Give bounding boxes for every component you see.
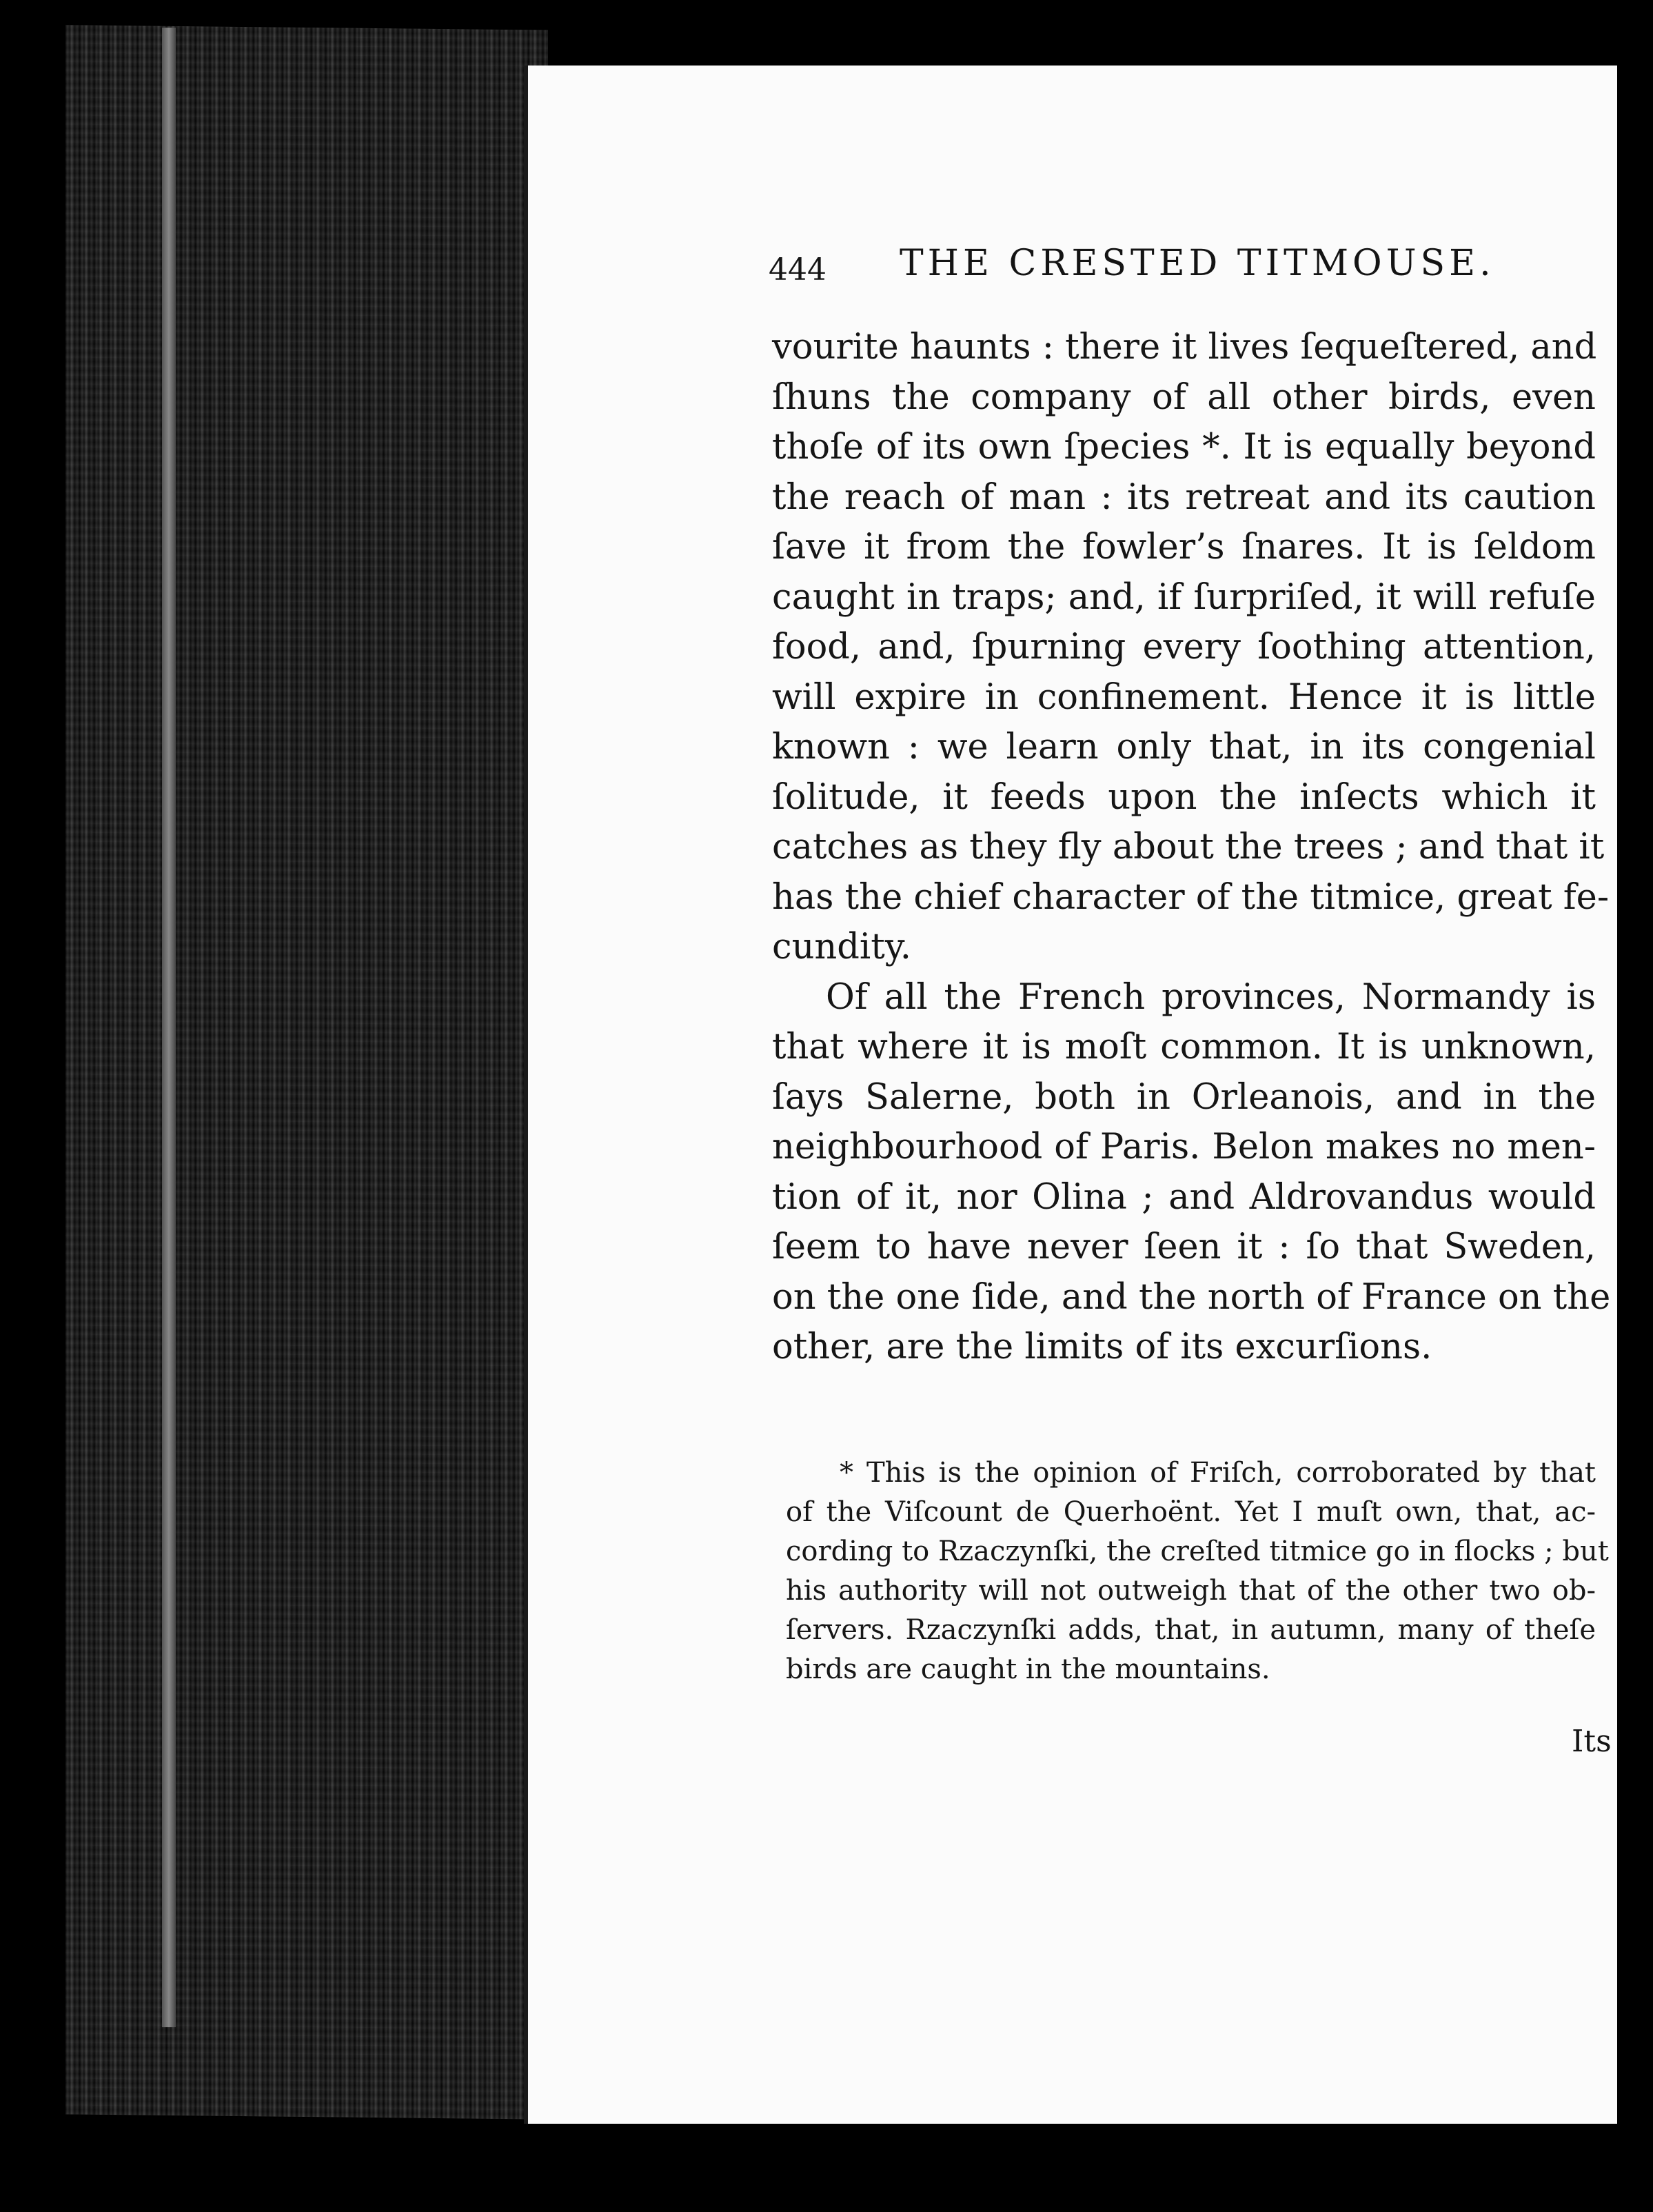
- text-line: the reach of man : its retreat and its caution: [772, 476, 1596, 518]
- text-line: catches as they fly about the trees ; and that it: [772, 827, 1605, 867]
- text-line: Of all the French provinces, Normandy is: [826, 976, 1596, 1018]
- text-line: other, are the limits of its excurſions.: [772, 1327, 1432, 1367]
- text-line: ſave it from the fowler’s ſnares. It is ſeldom: [772, 527, 1596, 567]
- page-edge: [162, 28, 176, 2027]
- footnote-line: * This is the opinion of Friſch, corroborated by that: [840, 1457, 1596, 1489]
- book-page-stack: [65, 25, 548, 2119]
- text-line: cundity.: [772, 927, 911, 967]
- footnote-line: birds are caught in the mountains.: [786, 1653, 1270, 1685]
- text-line: caught in traps; and, if ſurpriſed, it will refuſe: [772, 576, 1596, 618]
- text-line: food, and, ſpurning every ſoothing attention,: [772, 627, 1596, 667]
- running-title: THE CRESTED TITMOUSE.: [900, 243, 1495, 284]
- text-line: ſeem to have never ſeen it : ſo that Sweden,: [772, 1227, 1596, 1267]
- body-text: [772, 323, 1611, 1373]
- running-header: [769, 243, 1517, 298]
- footnote-line: of the Viſcount de Querhoënt. Yet I muſt own, that, ac-: [786, 1496, 1596, 1528]
- text-line: will expire in confinement. Hence it is little: [772, 676, 1596, 718]
- catchword: Its: [1572, 1724, 1612, 1759]
- footnote-line: his authority will not outweigh that of the other two ob-: [786, 1575, 1596, 1607]
- text-line: vourite haunts : there it lives ſequeſtered, and: [772, 327, 1597, 368]
- text-line: that where it is moſt common. It is unknown,: [772, 1027, 1596, 1067]
- page-number: 444: [769, 252, 826, 288]
- text-line: tion of it, nor Olina ; and Aldrovandus would: [772, 1176, 1596, 1218]
- text-line: ſays Salerne, both in Orleanois, and in the: [772, 1076, 1596, 1118]
- text-line: on the one ſide, and the north of France on the: [772, 1276, 1611, 1318]
- text-line: has the chief character of the titmice, great fe-: [772, 876, 1610, 918]
- text-line: ſhuns the company of all other birds, even: [772, 376, 1596, 418]
- text-line: ſolitude, it feeds upon the inſects which it: [772, 776, 1596, 818]
- text-line: thoſe of its own ſpecies *. It is equally beyond: [772, 427, 1596, 467]
- footnote: [786, 1454, 1609, 1689]
- text-line: neighbourhood of Paris. Belon makes no men-: [772, 1127, 1596, 1167]
- footnote-line: cording to Rzaczynſki, the creſted titmice go in flocks ; but: [786, 1536, 1609, 1567]
- footnote-line: ſervers. Rzaczynſki adds, that, in autumn, many of theſe: [786, 1614, 1596, 1646]
- text-line: known : we learn only that, in its congenial: [772, 727, 1596, 767]
